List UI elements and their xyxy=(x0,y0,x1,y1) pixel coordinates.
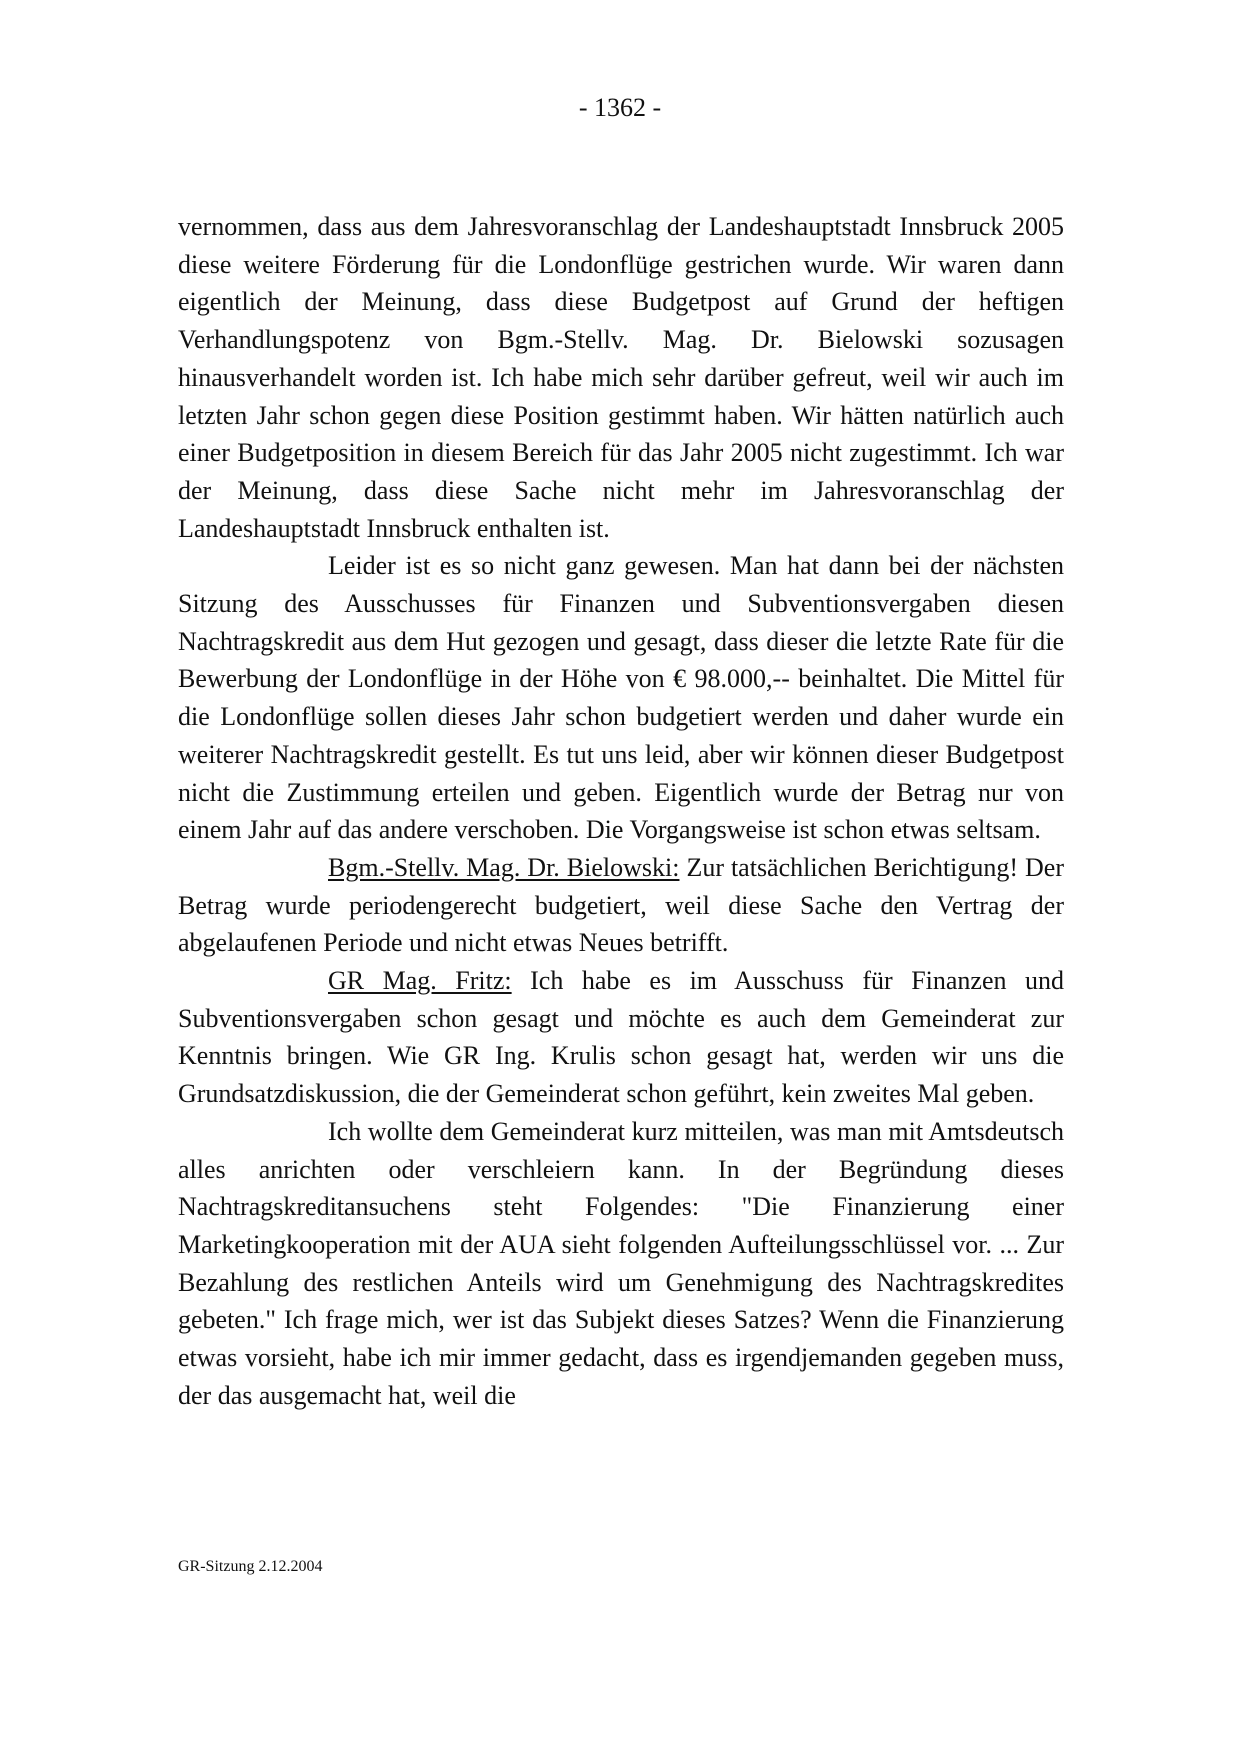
paragraph-text: Zur tatsächlichen Berichtigung! Der Betrag wurde periodengerecht budgetiert, weil diese Sache den Vertrag der abgelaufenen Periode und nicht etwas Neues betrifft. xyxy=(178,852,1064,958)
paragraph-text: Ich wollte dem Gemeinderat kurz mitteilen, was man mit Amtsdeutsch alles anrichten oder verschleiern kann. In der Begründung dieses Nachtragskreditansuchens steht Folgendes: "Die Finanzierung einer Marketingkooperation mit der AUA sieht folgenden Aufteilungsschlüssel vor. ... Zur Bezahlung des restlichen Anteils wird um Genehmigung des Nachtragskredites gebeten." Ich frage mich, wer ist das Subjekt dieses Satzes? Wenn die Finanzierung etwas vorsieht, habe ich mir immer gedacht, dass es irgendjemanden gegeben muss, der das ausgemacht hat, weil die xyxy=(178,1116,1064,1410)
paragraph-text: Ich habe es im Ausschuss für Finanzen und Subventionsvergaben schon gesagt und möchte es auch dem Gemeinderat zur Kenntnis bringen. Wie GR Ing. Krulis schon gesagt hat, werden wir uns die Grundsatzdiskussion, die der Gemeinderat schon geführt, kein zweites Mal geben. xyxy=(178,966,1065,1109)
paragraph-2 xyxy=(178,547,1064,849)
paragraph-3 xyxy=(178,849,1064,962)
paragraph-4 xyxy=(178,962,1064,1113)
page-number: - 1362 - xyxy=(578,93,662,122)
speaker-name: GR Mag. Fritz: xyxy=(328,966,512,996)
paragraph-text: Leider ist es so nicht ganz gewesen. Man hat dann bei der nächsten Sitzung des Ausschusses für Finanzen und Subventionsvergaben diesen Nachtragskredit aus dem Hut gezogen und gesagt, dass dieser die letzte Rate für die Bewerbung der Londonflüge in der Höhe von € 98.000,-- beinhaltet. Die Mittel für die Londonflüge sollen dieses Jahr schon budgetiert werden und daher wurde ein weiterer Nachtragskredit gestellt. Es tut uns leid, aber wir können dieser Budgetpost nicht die Zustimmung erteilen und geben. Eigentlich wurde der Betrag nur von einem Jahr auf das andere verschoben. Die Vorgangsweise ist schon etwas seltsam. xyxy=(178,551,1064,845)
body-text xyxy=(178,208,1064,1415)
speaker-name: Bgm.-Stellv. Mag. Dr. Bielowski: xyxy=(328,852,680,882)
paragraph-text: vernommen, dass aus dem Jahresvoranschlag der Landeshauptstadt Innsbruck 2005 diese weitere Förderung für die Londonflüge gestrichen wurde. Wir waren dann eigentlich der Meinung, dass diese Budgetpost auf Grund der heftigen Verhandlungspotenz von Bgm.-Stellv. Mag. Dr. Bielowski sozusagen hinausverhandelt worden ist. Ich habe mich sehr darüber gefreut, weil wir auch im letzten Jahr schon gegen diese Position gestimmt haben. Wir hätten natürlich auch einer Budgetposition in diesem Bereich für das Jahr 2005 nicht zugestimmt. Ich war der Meinung, dass diese Sache nicht mehr im Jahresvoranschlag der Landeshauptstadt Innsbruck enthalten ist. xyxy=(178,212,1064,543)
paragraph-5 xyxy=(178,1113,1064,1415)
footer-session-date: GR-Sitzung 2.12.2004 xyxy=(178,1558,323,1575)
paragraph-1 xyxy=(178,208,1064,547)
